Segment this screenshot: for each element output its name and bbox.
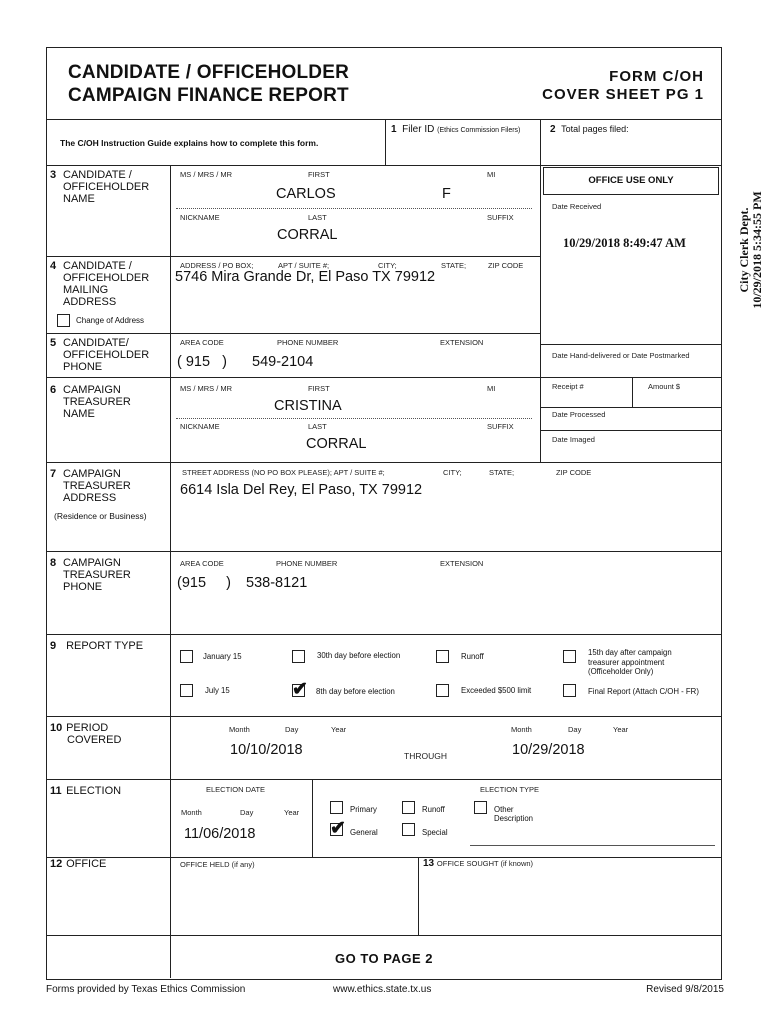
change-of-address-checkbox[interactable] (57, 314, 70, 327)
candidate-area-code[interactable]: ( 915 ) (177, 354, 227, 370)
special-label: Special (422, 828, 448, 837)
label-line: NAME (63, 408, 95, 420)
zip-label: ZIP CODE (556, 468, 592, 477)
address-label: ADDRESS / PO BOX; (180, 261, 254, 270)
final-report-checkbox[interactable] (563, 684, 576, 697)
label-line: PERIOD (66, 722, 109, 734)
label-line: CANDIDATE/ (63, 337, 129, 349)
15th-day-label (588, 648, 672, 677)
last-name-label: LAST (308, 213, 327, 222)
label-line: Other (494, 805, 514, 814)
section-number: 5 (50, 337, 57, 349)
last-name-label: LAST (308, 422, 327, 431)
total-pages-input[interactable] (552, 142, 712, 158)
first-name-label: FIRST (308, 384, 330, 393)
candidate-mailing-address[interactable]: 5746 Mira Grande Dr, El Paso TX 79912 (175, 269, 436, 285)
filer-id-note: (Ethics Commission Filers) (437, 127, 521, 134)
exceeded-limit-checkbox[interactable] (436, 684, 449, 697)
label-line: PHONE (63, 361, 103, 373)
runoff-report-checkbox[interactable] (436, 650, 449, 663)
label-line: REPORT TYPE (66, 640, 144, 652)
label-line: OFFICEHOLDER (63, 272, 150, 284)
treasurer-phone-number[interactable]: 538-8121 (246, 575, 308, 591)
january-15-checkbox[interactable] (180, 650, 193, 663)
section-11-label (50, 785, 121, 797)
label-line: 15th day after campaign (588, 648, 672, 657)
footer-provider: Forms provided by Texas Ethics Commission (46, 984, 246, 995)
divider (540, 430, 722, 431)
divider (540, 377, 722, 378)
section-10-label (50, 722, 121, 746)
area-code-label: AREA CODE (180, 559, 224, 568)
label-line: CANDIDATE / (63, 169, 132, 181)
divider (46, 634, 722, 635)
section-6-label (50, 384, 131, 420)
period-to-date[interactable]: 10/29/2018 (512, 742, 585, 758)
phone-number-label: PHONE NUMBER (276, 559, 338, 568)
divider (540, 407, 722, 408)
go-to-page-2: GO TO PAGE 2 (335, 951, 433, 966)
nickname-label: NICKNAME (180, 422, 220, 431)
treasurer-first-name[interactable]: CRISTINA (274, 398, 342, 414)
date-processed-label: Date Processed (552, 410, 606, 419)
30th-day-label: 30th day before election (317, 651, 401, 660)
divider (540, 119, 541, 165)
suffix-label: SUFFIX (487, 422, 514, 431)
form-page-label: COVER SHEET PG 1 (542, 86, 704, 103)
footer-revised: Revised 9/8/2015 (646, 984, 724, 995)
date-received-label: Date Received (552, 202, 602, 211)
candidate-first-name[interactable]: CARLOS (276, 186, 336, 202)
primary-checkbox[interactable] (330, 801, 343, 814)
filer-id-number: 1 (391, 124, 397, 135)
label-line: ELECTION (66, 785, 122, 797)
30th-day-checkbox[interactable] (292, 650, 305, 663)
section-number: 11 (50, 785, 62, 797)
receipt-label: Receipt # (552, 382, 584, 391)
office-sought-input[interactable] (424, 872, 714, 928)
primary-label: Primary (350, 805, 377, 814)
stamp-line1: City Clerk Dept. (737, 207, 751, 293)
section-number: 9 (50, 640, 57, 652)
section-8-label (50, 557, 131, 593)
total-pages-number: 2 (550, 124, 556, 135)
year-label: Year (613, 725, 629, 734)
divider (540, 344, 722, 345)
label-line: CAMPAIGN (63, 468, 121, 480)
divider (46, 119, 722, 120)
form-title-line2: CAMPAIGN FINANCE REPORT (68, 85, 349, 106)
label-line: treasurer appointment (588, 657, 665, 667)
extension-label: EXTENSION (440, 338, 484, 347)
treasurer-area-code[interactable]: (915 ) (177, 575, 231, 591)
label-line: NAME (63, 193, 95, 205)
special-checkbox[interactable] (402, 823, 415, 836)
candidate-phone-number[interactable]: 549-2104 (252, 354, 314, 370)
state-label: STATE; (441, 261, 467, 270)
nickname-label: NICKNAME (180, 213, 220, 222)
stamp-line2: 10/29/2018 5:34:55 PM (750, 191, 764, 309)
general-label: General (350, 828, 378, 837)
apt-label: APT / SUITE #; (278, 261, 330, 270)
exceeded-limit-label: Exceeded $500 limit (461, 686, 532, 695)
suffix-label: SUFFIX (487, 213, 514, 222)
day-label: Day (568, 725, 582, 734)
period-from-date[interactable]: 10/10/2018 (230, 742, 303, 758)
divider (46, 333, 540, 334)
amount-label: Amount $ (648, 382, 681, 391)
other-election-label (494, 806, 533, 823)
general-checkbox[interactable] (330, 818, 346, 839)
divider (176, 208, 532, 209)
divider (176, 418, 532, 419)
divider (46, 377, 540, 378)
mi-label: MI (487, 384, 496, 393)
15th-day-checkbox[interactable] (563, 650, 576, 663)
area-code-label: AREA CODE (180, 338, 224, 347)
office-sought-label: OFFICE SOUGHT (if known) (436, 859, 534, 868)
zip-label: ZIP CODE (488, 261, 524, 270)
other-description-input[interactable] (470, 845, 715, 846)
form-title-line1: CANDIDATE / OFFICEHOLDER (68, 62, 349, 83)
month-label: Month (181, 808, 202, 817)
form-code: FORM C/OH (609, 68, 704, 85)
date-imaged-label: Date Imaged (552, 435, 595, 444)
label-line: ADDRESS (63, 492, 117, 504)
label-line: OFFICEHOLDER (63, 181, 150, 193)
runoff-election-label: Runoff (422, 805, 445, 814)
checkmark-icon: ✔ (292, 679, 308, 700)
final-report-label: Final Report (Attach C/OH - FR) (588, 687, 699, 696)
label-line: TREASURER (63, 396, 131, 408)
divider (46, 935, 722, 936)
label-line: TREASURER (63, 569, 131, 581)
section-number: 7 (50, 468, 57, 480)
section-7-label (50, 468, 147, 522)
street-address-label: STREET ADDRESS (NO PO BOX PLEASE); APT / SUITE #; (182, 468, 385, 477)
section-number: 13 (423, 858, 435, 869)
first-name-label: FIRST (308, 170, 330, 179)
through-label: THROUGH (404, 751, 447, 761)
label-line: CANDIDATE / (63, 260, 132, 272)
candidate-mi[interactable]: F (442, 186, 451, 202)
change-of-address-label: Change of Address (76, 316, 145, 325)
section-number: 3 (50, 169, 57, 181)
runoff-report-label: Runoff (461, 652, 484, 661)
filer-id-label (391, 124, 520, 135)
office-held-input[interactable] (176, 872, 414, 928)
election-date-value[interactable]: 11/06/2018 (184, 826, 256, 842)
label-line: TREASURER (63, 480, 131, 492)
checkmark-icon: ✔ (330, 818, 346, 839)
divider (46, 551, 722, 552)
label-line: MAILING (63, 284, 109, 296)
section-5-label (50, 337, 149, 373)
state-label: STATE; (489, 468, 515, 477)
month-label: Month (229, 725, 250, 734)
election-date-label: ELECTION DATE (206, 785, 266, 794)
label-line: COVERED (67, 734, 122, 746)
office-use-title: OFFICE USE ONLY (588, 175, 674, 186)
label-line: OFFICEHOLDER (63, 349, 150, 361)
section-12-label (50, 858, 106, 870)
divider (46, 716, 722, 717)
total-pages-label (550, 124, 629, 135)
label-line: OFFICE (66, 858, 107, 870)
office-held-label: OFFICE HELD (if any) (180, 860, 255, 869)
year-label: Year (331, 725, 347, 734)
divider (312, 779, 313, 858)
divider (418, 857, 419, 935)
divider (46, 256, 540, 257)
section-number: 4 (50, 260, 57, 272)
mi-label: MI (487, 170, 496, 179)
hand-delivered-label: Date Hand-delivered or Date Postmarked (552, 351, 690, 360)
8th-day-checkbox[interactable] (292, 679, 308, 700)
label-line: Description (494, 813, 533, 823)
city-label: CITY; (378, 261, 397, 270)
section-3-label (50, 169, 149, 205)
july-15-label: July 15 (205, 686, 230, 695)
july-15-checkbox[interactable] (180, 684, 193, 697)
treasurer-address[interactable]: 6614 Isla Del Rey, El Paso, TX 79912 (180, 482, 423, 498)
runoff-election-checkbox[interactable] (402, 801, 415, 814)
treasurer-last-name[interactable]: CORRAL (306, 436, 367, 452)
filer-id-text: Filer ID (402, 124, 435, 135)
section-9-label (50, 640, 143, 652)
section-13-label (423, 858, 533, 869)
divider (385, 119, 386, 165)
label-line: ADDRESS (63, 296, 117, 308)
total-pages-text: Total pages filed: (561, 124, 629, 134)
label-line: (Residence or Business) (54, 511, 147, 521)
date-received-stamp: 10/29/2018 8:49:47 AM (563, 236, 686, 250)
label-line: PHONE (63, 581, 103, 593)
instructions-text: The C/OH Instruction Guide explains how to complete this form. (60, 138, 319, 148)
section-number: 8 (50, 557, 57, 569)
footer-website[interactable]: www.ethics.state.tx.us (333, 984, 432, 995)
year-label: Year (284, 808, 300, 817)
label-line: CAMPAIGN (63, 557, 121, 569)
city-label: CITY; (443, 468, 462, 477)
divider (46, 462, 722, 463)
phone-number-label: PHONE NUMBER (277, 338, 339, 347)
divider (46, 779, 722, 780)
election-type-label: ELECTION TYPE (480, 785, 540, 794)
section-4-label (50, 260, 149, 308)
candidate-last-name[interactable]: CORRAL (277, 227, 338, 243)
divider (632, 377, 633, 407)
section-number: 12 (50, 858, 63, 870)
prefix-label: MS / MRS / MR (180, 384, 233, 393)
section-number: 6 (50, 384, 57, 396)
clerk-stamp (738, 175, 768, 325)
january-15-label: January 15 (203, 652, 242, 661)
filer-id-input[interactable] (395, 142, 535, 158)
divider (46, 857, 722, 858)
day-label: Day (285, 725, 299, 734)
other-election-checkbox[interactable] (474, 801, 487, 814)
extension-label: EXTENSION (440, 559, 484, 568)
label-line: CAMPAIGN (63, 384, 121, 396)
section-number: 10 (50, 722, 63, 734)
8th-day-label: 8th day before election (316, 687, 395, 696)
prefix-label: MS / MRS / MR (180, 170, 233, 179)
month-label: Month (511, 725, 532, 734)
day-label: Day (240, 808, 254, 817)
label-line: (Officeholder Only) (588, 667, 654, 676)
